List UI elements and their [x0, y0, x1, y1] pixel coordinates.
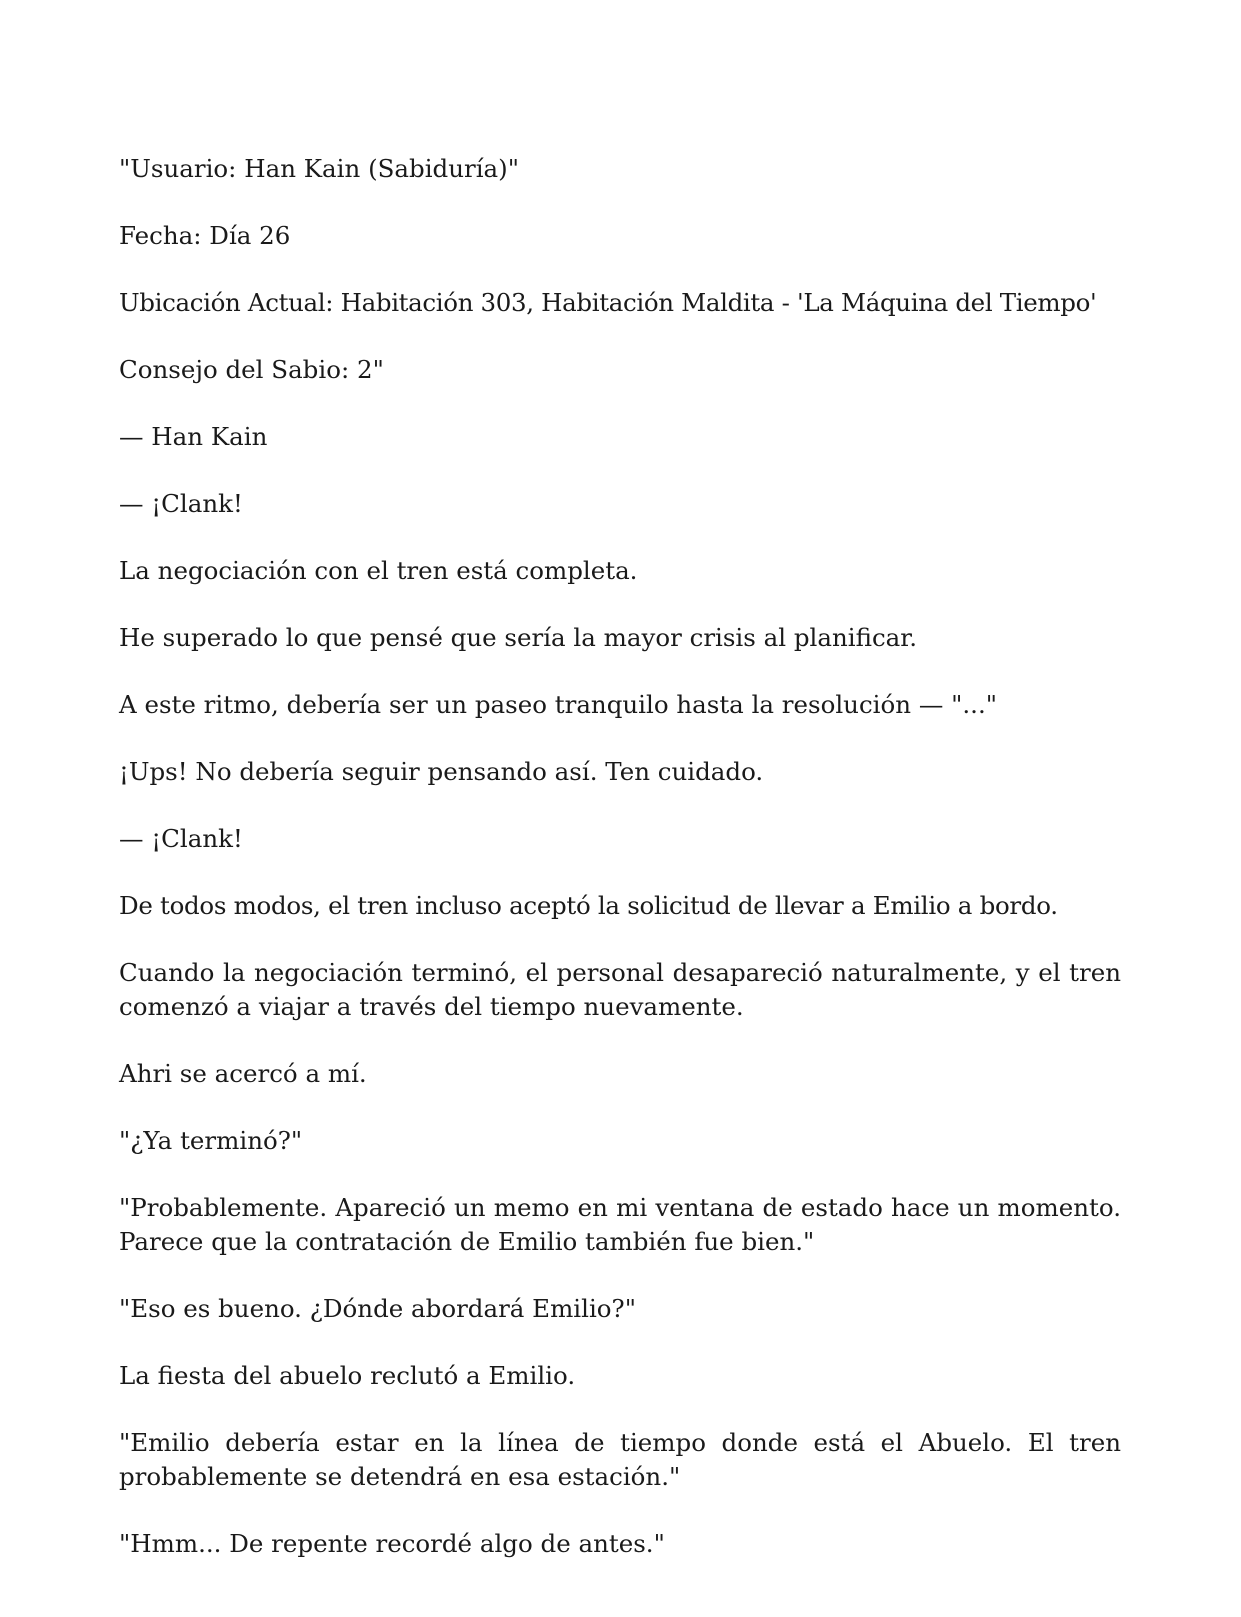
paragraph-dialogue: "Hmm... De repente recordé algo de antes." [119, 1529, 665, 1558]
paragraph-sound-effect: — ¡Clank! [119, 489, 243, 518]
paragraph-dialogue: "¿Ya terminó?" [119, 1126, 303, 1155]
paragraph-location-line: Ubicación Actual: Habitación 303, Habitación Maldita - 'La Máquina del Tiempo' [119, 288, 1097, 317]
document-body [119, 152, 1121, 1594]
paragraph: ¡Ups! No debería seguir pensando así. Ten cuidado. [119, 757, 764, 786]
paragraph-sage-advice-line: Consejo del Sabio: 2" [119, 355, 384, 384]
paragraph: La fiesta del abuelo reclutó a Emilio. [119, 1361, 576, 1390]
paragraph: A este ritmo, debería ser un paseo tranquilo hasta la resolución — "..." [119, 690, 998, 719]
paragraph-user-line: "Usuario: Han Kain (Sabiduría)" [119, 154, 519, 183]
paragraph: La negociación con el tren está completa. [119, 556, 638, 585]
paragraph-date-line: Fecha: Día 26 [119, 221, 291, 250]
paragraph: De todos modos, el tren incluso aceptó la solicitud de llevar a Emilio a bordo. [119, 891, 1058, 920]
paragraph-signature: — Han Kain [119, 422, 268, 451]
paragraph: Cuando la negociación terminó, el personal desapareció naturalmente, y el tren comenzó a viajar a través del tiempo nuevamente. [119, 958, 1121, 1021]
paragraph-dialogue: "Probablemente. Apareció un memo en mi ventana de estado hace un momento. Parece que la contratación de Emilio también fue bien." [119, 1193, 1121, 1256]
paragraph-sound-effect: — ¡Clank! [119, 824, 243, 853]
paragraph-dialogue: "Eso es bueno. ¿Dónde abordará Emilio?" [119, 1294, 636, 1323]
paragraph: Ahri se acercó a mí. [119, 1059, 367, 1088]
paragraph: He superado lo que pensé que sería la mayor crisis al planificar. [119, 623, 918, 652]
paragraph-dialogue: "Emilio debería estar en la línea de tiempo donde está el Abuelo. El tren probablemente se detendrá en esa estación." [119, 1428, 1121, 1491]
